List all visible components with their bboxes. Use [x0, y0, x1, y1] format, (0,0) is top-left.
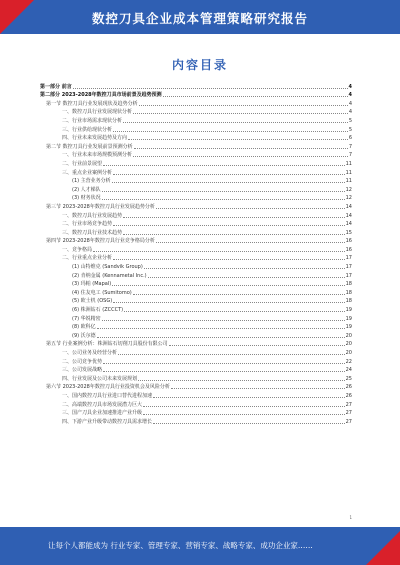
toc-entry-page: 18 — [345, 298, 352, 305]
toc-entry-page: 5 — [348, 117, 352, 124]
toc-entry[interactable] — [40, 383, 352, 392]
toc-leader-dots — [128, 139, 348, 140]
toc-entry[interactable] — [40, 314, 352, 323]
toc-entry-label: (1) 山特维克 (Sandvik Group) — [72, 264, 143, 271]
toc-entry-label: 一、数控刀具行业发展趋势 — [62, 212, 123, 219]
toc-entry-label: 一、行业未来市场规模预测分析 — [62, 152, 133, 159]
toc-leader-dots — [133, 113, 348, 114]
toc-entry-label: (9) 沃尔德 — [72, 332, 96, 339]
toc-entry-label: 四、行业未来发展趋势及方向 — [62, 135, 128, 142]
toc-entry[interactable] — [40, 297, 352, 306]
toc-entry[interactable] — [40, 237, 352, 246]
toc-entry-page: 17 — [345, 264, 352, 271]
toc-entry-label: 四、行业发展及公司未来发展规划 — [62, 375, 138, 382]
toc-entry[interactable] — [40, 357, 352, 366]
header-banner — [0, 0, 400, 34]
toc-leader-dots — [139, 105, 348, 106]
toc-entry[interactable] — [40, 99, 352, 108]
toc-entry[interactable] — [40, 82, 352, 91]
toc-leader-dots — [171, 388, 345, 389]
toc-entry[interactable] — [40, 391, 352, 400]
toc-entry-label: (8) 欧科亿 — [72, 324, 96, 331]
toc-leader-dots — [113, 174, 345, 175]
toc-entry-page: 26 — [345, 392, 352, 399]
toc-entry-label: 二、高端数控刀具市场发展潜力巨大 — [62, 401, 143, 408]
toc-entry-page: 16 — [345, 246, 352, 253]
toc-entry-label: (5) 欧士机 (OSG) — [72, 298, 113, 305]
toc-entry[interactable] — [40, 366, 352, 375]
toc-entry[interactable] — [40, 125, 352, 134]
toc-leader-dots — [102, 191, 345, 192]
toc-entry-page: 27 — [345, 418, 352, 425]
toc-entry-page: 20 — [345, 350, 352, 356]
footer-banner — [0, 527, 400, 565]
toc-entry[interactable] — [40, 417, 352, 426]
toc-entry-label: 二、行业市场竞争趋势 — [62, 221, 113, 228]
toc-entry[interactable] — [40, 159, 352, 168]
toc-leader-dots — [113, 225, 345, 226]
page-number: 1 — [349, 515, 352, 520]
toc-entry-label: 二、行业市场需求现状分析 — [62, 117, 123, 124]
toc-leader-dots — [113, 302, 344, 303]
toc-entry[interactable] — [40, 340, 352, 349]
toc-entry[interactable] — [40, 108, 352, 117]
toc-leader-dots — [118, 354, 345, 355]
toc-leader-dots — [103, 363, 345, 364]
toc-entry-page: 27 — [345, 401, 352, 408]
toc-entry-label: 第一节 数控刀具行业发展现状及趋势分析 — [46, 100, 138, 107]
toc-entry-page: 14 — [345, 203, 352, 210]
toc-entry[interactable] — [40, 202, 352, 211]
toc-entry[interactable] — [40, 91, 352, 100]
toc-entry-label: 二、行业前景展望 — [62, 160, 103, 167]
toc-leader-dots — [169, 345, 345, 346]
toc-entry[interactable] — [40, 400, 352, 409]
toc-entry-label: 第二节 数控刀具行业发展前景预测分析 — [46, 143, 133, 150]
toc-leader-dots — [102, 320, 345, 321]
toc-entry-page: 25 — [345, 375, 352, 382]
toc-entry[interactable] — [40, 245, 352, 254]
toc-entry-page: 22 — [345, 358, 352, 365]
toc-leader-dots — [97, 337, 345, 338]
toc-entry-page: 7 — [348, 143, 352, 150]
toc-entry[interactable] — [40, 271, 352, 280]
toc-entry-page: 16 — [345, 238, 352, 245]
table-of-contents — [40, 82, 352, 426]
footer-red-corner — [366, 531, 400, 565]
toc-leader-dots — [112, 182, 345, 183]
toc-leader-dots — [73, 88, 348, 89]
toc-entry-page: 15 — [345, 229, 352, 236]
toc-entry[interactable] — [40, 228, 352, 237]
toc-entry[interactable] — [40, 348, 352, 357]
toc-leader-dots — [123, 234, 345, 235]
toc-entry[interactable] — [40, 262, 352, 271]
toc-entry[interactable] — [40, 409, 352, 418]
toc-leader-dots — [138, 380, 345, 381]
toc-leader-dots — [156, 242, 345, 243]
toc-entry[interactable] — [40, 305, 352, 314]
toc-entry-page: 12 — [345, 186, 352, 193]
toc-leader-dots — [133, 156, 348, 157]
toc-entry-label: 三、国产刀具企业加速推进产业升级 — [62, 410, 143, 417]
toc-entry-page: 11 — [345, 178, 352, 185]
toc-entry-label: 一、数控刀具行业发展现状分析 — [62, 109, 133, 116]
toc-leader-dots — [153, 397, 345, 398]
toc-leader-dots — [103, 371, 345, 372]
toc-leader-dots — [133, 294, 345, 295]
toc-entry[interactable] — [40, 151, 352, 160]
toc-entry-label: 一、公司业务及经营分析 — [62, 350, 118, 356]
toc-entry-page: 14 — [345, 221, 352, 228]
toc-entry-label: 第六节 2023-2028年数控刀具行业投资机会及风险分析 — [46, 384, 170, 391]
toc-entry[interactable] — [40, 177, 352, 186]
toc-entry-page: 24 — [345, 367, 352, 374]
toc-entry-page: 19 — [345, 324, 352, 331]
toc-entry-page: 11 — [345, 169, 352, 176]
toc-entry-label: 三、数控刀具行业技术趋势 — [62, 229, 123, 236]
toc-entry-label: 三、公司发展战略 — [62, 367, 103, 374]
toc-entry[interactable] — [40, 194, 352, 203]
toc-entry[interactable] — [40, 168, 352, 177]
toc-entry-label: 第五节 行业案例分析：株洲钻石切削刀具股份有限公司 — [46, 341, 168, 348]
toc-entry[interactable] — [40, 142, 352, 151]
toc-leader-dots — [113, 259, 345, 260]
toc-entry-page: 6 — [348, 135, 352, 142]
toc-leader-dots — [124, 311, 345, 312]
toc-entry-page: 27 — [345, 410, 352, 417]
toc-entry[interactable] — [40, 254, 352, 263]
toc-heading: 内容目录 — [171, 58, 228, 72]
toc-entry-page: 18 — [345, 289, 352, 296]
toc-entry-label: (4) 住友电工 (Sumitomo) — [72, 289, 132, 296]
toc-entry[interactable] — [40, 134, 352, 143]
toc-entry-label: 第四节 2023-2028年数控刀具行业竞争格局分析 — [46, 238, 155, 245]
toc-entry-label: (1) 主营业务分析 — [72, 178, 111, 185]
toc-entry-label: 一、国内数控刀具行业进口替代进程加速 — [62, 392, 153, 399]
toc-entry-page: 26 — [345, 384, 352, 391]
toc-entry[interactable] — [40, 211, 352, 220]
toc-entry-page: 4 — [348, 83, 352, 90]
footer-slogan: 让每个人都能成为 行业专家、管理专家、营销专家、战略专家、成功企业家…… — [48, 541, 313, 550]
toc-entry[interactable] — [40, 116, 352, 125]
toc-entry[interactable] — [40, 288, 352, 297]
toc-entry-label: 二、行业重点企业分析 — [62, 255, 113, 262]
toc-leader-dots — [112, 285, 344, 286]
toc-entry-label: (6) 株洲钻石 (ZCCCT) — [72, 307, 124, 314]
toc-entry-page: 7 — [348, 152, 352, 159]
toc-leader-dots — [143, 406, 345, 407]
toc-leader-dots — [153, 423, 345, 424]
toc-entry[interactable] — [40, 323, 352, 332]
toc-leader-dots — [123, 122, 348, 123]
toc-leader-dots — [148, 277, 345, 278]
toc-leader-dots — [144, 268, 345, 269]
toc-entry-label: (2) 肯纳金属 (Kennametal Inc.) — [72, 272, 147, 279]
toc-entry-label: (2) 人才梯队 — [72, 186, 101, 193]
toc-leader-dots — [163, 96, 348, 97]
toc-entry-page: 19 — [345, 307, 352, 314]
document-title: 数控刀具企业成本管理策略研究报告 — [91, 11, 308, 26]
toc-leader-dots — [123, 217, 345, 218]
toc-entry-label: (7) 华锐精密 — [72, 315, 101, 322]
toc-leader-dots — [102, 199, 345, 200]
toc-leader-dots — [103, 165, 345, 166]
toc-entry-label: 第一部分 前言 — [40, 83, 72, 90]
toc-entry-label: 四、下游产业升级带动数控刀具需求增长 — [62, 418, 153, 425]
toc-entry-label: 第三节 2023-2028年数控刀具行业发展趋势分析 — [46, 203, 155, 210]
toc-entry-label: 三、行业供给现状分析 — [62, 126, 113, 133]
toc-entry-label: 第二部分 2023-2028年数控刀具市场前景及趋势预测 — [40, 92, 162, 99]
toc-entry[interactable] — [40, 374, 352, 383]
toc-entry[interactable] — [40, 185, 352, 194]
toc-entry-page: 12 — [345, 195, 352, 202]
toc-entry-page: 4 — [348, 92, 352, 99]
toc-leader-dots — [134, 148, 348, 149]
toc-leader-dots — [143, 414, 345, 415]
toc-leader-dots — [113, 131, 348, 132]
toc-entry-page: 4 — [348, 100, 352, 107]
toc-entry-page: 19 — [345, 315, 352, 322]
toc-entry-page: 4 — [348, 109, 352, 116]
toc-entry-page: 20 — [345, 332, 352, 339]
toc-leader-dots — [156, 208, 345, 209]
toc-entry-page: 5 — [348, 126, 352, 133]
toc-entry-page: 17 — [345, 255, 352, 262]
toc-entry[interactable] — [40, 220, 352, 229]
toc-entry-label: (3) 财务状况 — [72, 195, 101, 202]
toc-entry[interactable] — [40, 331, 352, 340]
toc-entry-label: 二、公司竞争优势 — [62, 358, 103, 365]
toc-entry-label: 一、竞争格局 — [62, 246, 93, 253]
toc-entry[interactable] — [40, 280, 352, 289]
toc-entry-page: 18 — [345, 281, 352, 288]
toc-entry-page: 14 — [345, 212, 352, 219]
toc-entry-page: 20 — [345, 341, 352, 348]
toc-entry-page: 11 — [345, 160, 352, 167]
toc-leader-dots — [93, 251, 345, 252]
toc-entry-page: 17 — [345, 272, 352, 279]
toc-entry-label: (3) 玛帕 (Mapal) — [72, 281, 112, 288]
toc-entry-label: 三、重点企业案例分析 — [62, 169, 113, 176]
toc-leader-dots — [97, 328, 345, 329]
